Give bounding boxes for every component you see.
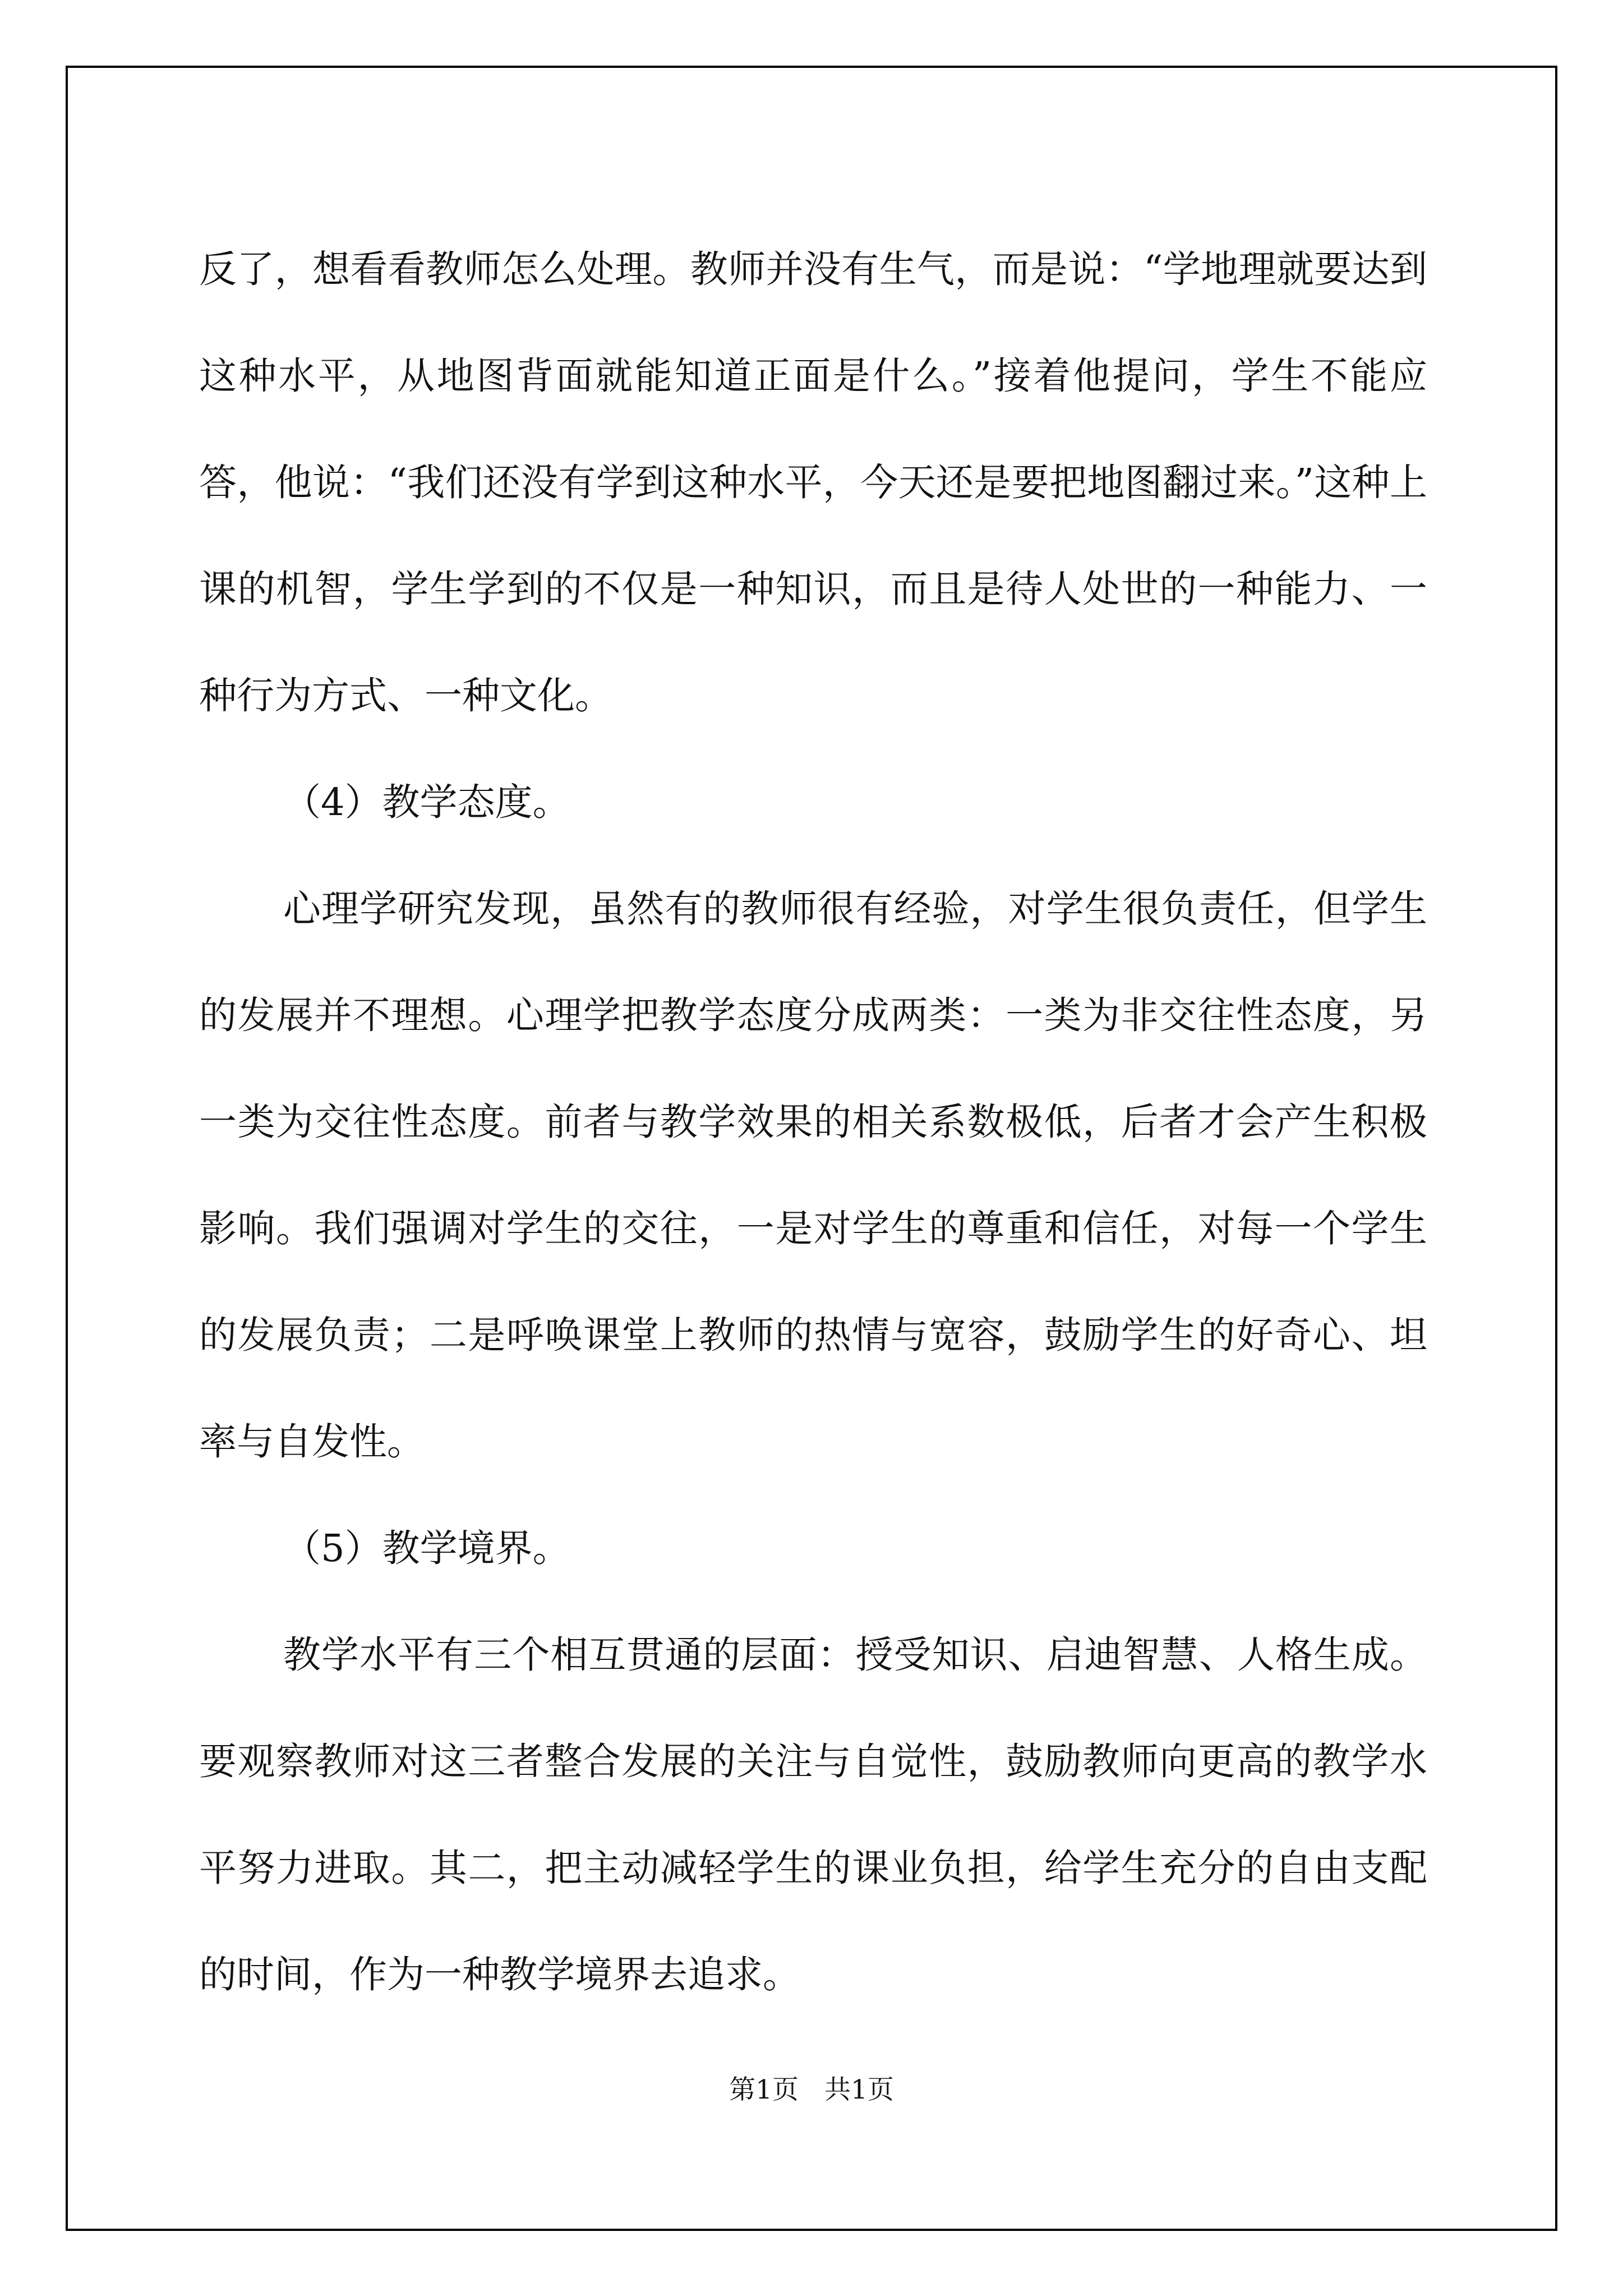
paragraph-teaching-attitude: 心理学研究发现，虽然有的教师很有经验，对学生很负责任，但学生的发展并不理想。心理学把教学态度分成两类：一类为非交往性态度，另一类为交往性态度。前者与教学效果的相关系数极低，后者才会产生积极影响。我们强调对学生的交往，一是对学生的尊重和信任，对每一个学生的发展负责；二是呼唤课堂上教师的热情与宽容，鼓励学生的好奇心、坦率与自发性。 — [199, 887, 1427, 1464]
section-heading-teaching-attitude: （4）教学态度。 — [283, 780, 570, 824]
document-body — [199, 216, 1427, 2028]
page-number: 第1页 — [729, 2074, 799, 2105]
section-heading-teaching-realm: （5）教学境界。 — [283, 1526, 570, 1570]
page-total: 共1页 — [824, 2074, 894, 2105]
paragraph-teaching-realm: 教学水平有三个相互贯通的层面：授受知识、启迪智慧、人格生成。要观察教师对这三者整合发展的关注与自觉性，鼓励教师向更高的教学水平努力进取。其二，把主动减轻学生的课业负担，给学生充分的自由支配的时间，作为一种教学境界去追求。 — [199, 1633, 1427, 1996]
page-footer — [0, 2073, 1623, 2107]
paragraph-continuation: 反了，想看看教师怎么处理。教师并没有生气，而是说：“学地理就要达到这种水平，从地图背面就能知道正面是什么。”接着他提问，学生不能应答，他说：“我们还没有学到这种水平，今天还是要把地图翻过来。”这种上课的机智，学生学到的不仅是一种知识，而且是待人处世的一种能力、一种行为方式、一种文化。 — [199, 247, 1427, 717]
